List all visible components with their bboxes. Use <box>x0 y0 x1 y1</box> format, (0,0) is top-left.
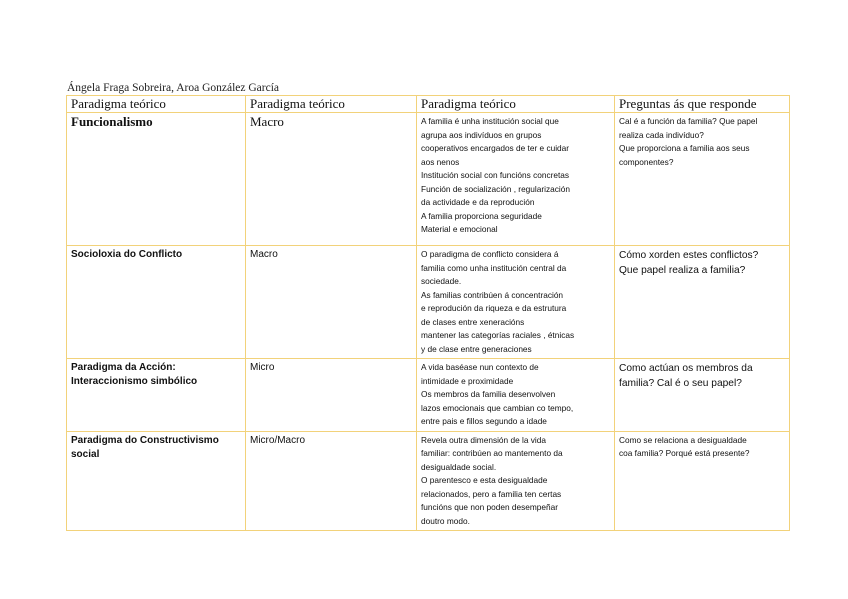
level-cell <box>246 113 417 246</box>
header-cell: Paradigma teórico <box>246 96 417 113</box>
description-cell <box>417 359 615 432</box>
description-cell <box>417 431 615 531</box>
paradigm-name: Paradigma da Acción: Interaccionismo simbólico <box>71 362 198 387</box>
paradigm-cell <box>67 431 246 531</box>
header-cell: Paradigma teórico <box>417 96 615 113</box>
paradigm-name: Socioloxia do Conflicto <box>71 249 183 260</box>
questions-cell <box>615 431 790 531</box>
paradigm-cell <box>67 359 246 432</box>
table-row <box>67 246 790 359</box>
questions-text: Cal é a función da familia? Que papel realiza cada indivíduo? Que proporciona a familia aos seus componentes? <box>619 116 758 167</box>
description-cell <box>417 113 615 246</box>
description-cell <box>417 246 615 359</box>
paradigm-cell <box>67 113 246 246</box>
questions-cell <box>615 113 790 246</box>
questions-text: Como se relaciona a desigualdade coa familia? Porqué está presente? <box>619 434 750 458</box>
table-row <box>67 431 790 531</box>
questions-text: Cómo xorden estes conflictos? Que papel realiza a familia? <box>619 250 759 276</box>
table-header-row <box>67 96 790 113</box>
header-cell: Preguntas ás que responde <box>615 96 790 113</box>
table-row <box>67 113 790 246</box>
level-cell <box>246 431 417 531</box>
description-text: A familia é unha institución social que agrupa aos indivíduos en grupos cooperativos encargados de ter e cuidar aos nenos Institución social con funcións concretas Función de socialización , regularización da actividade e da reprodución A familia proporciona seguridade Material e emocional <box>421 116 570 234</box>
paradigm-cell <box>67 246 246 359</box>
level-value: Macro <box>250 249 278 260</box>
level-cell <box>246 246 417 359</box>
level-value: Micro/Macro <box>250 434 306 446</box>
level-value: Micro <box>250 362 275 373</box>
table-row <box>67 359 790 432</box>
questions-text: Como actúan os membros da familia? Cal é o seu papel? <box>619 363 753 389</box>
level-value: Macro <box>250 114 284 129</box>
description-text: Revela outra dimensión de la vida familiar: contribúen ao mantemento da desigualdade social. O parentesco e esta desigualdade relacionados, pero a familia ten certas funcións que non poden desempeñar doutro modo. <box>421 434 563 526</box>
paradigm-name: Funcionalismo <box>71 114 153 129</box>
questions-cell <box>615 359 790 432</box>
description-text: A vida baséase nun contexto de intimidade e proximidade Os membros da familia desenvolven lazos emocionais que cambian co tempo, entre pais e fillos segundo a idade <box>421 362 574 426</box>
paradigm-table <box>66 95 790 531</box>
level-cell <box>246 359 417 432</box>
header-cell: Paradigma teórico <box>67 96 246 113</box>
description-text: O paradigma de conflicto considera á familia como unha institución central da sociedade. As familias contribúen á concentración e reprodución da riqueza e da estrutura de clases entre xeneracións mantener las categorías raciales , étnicas y de clase entre generaciones <box>421 249 575 354</box>
questions-cell <box>615 246 790 359</box>
authors-line: Ángela Fraga Sobreira, Aroa González García <box>67 82 280 94</box>
paradigm-name: Paradigma do Constructivismo social <box>71 434 219 460</box>
